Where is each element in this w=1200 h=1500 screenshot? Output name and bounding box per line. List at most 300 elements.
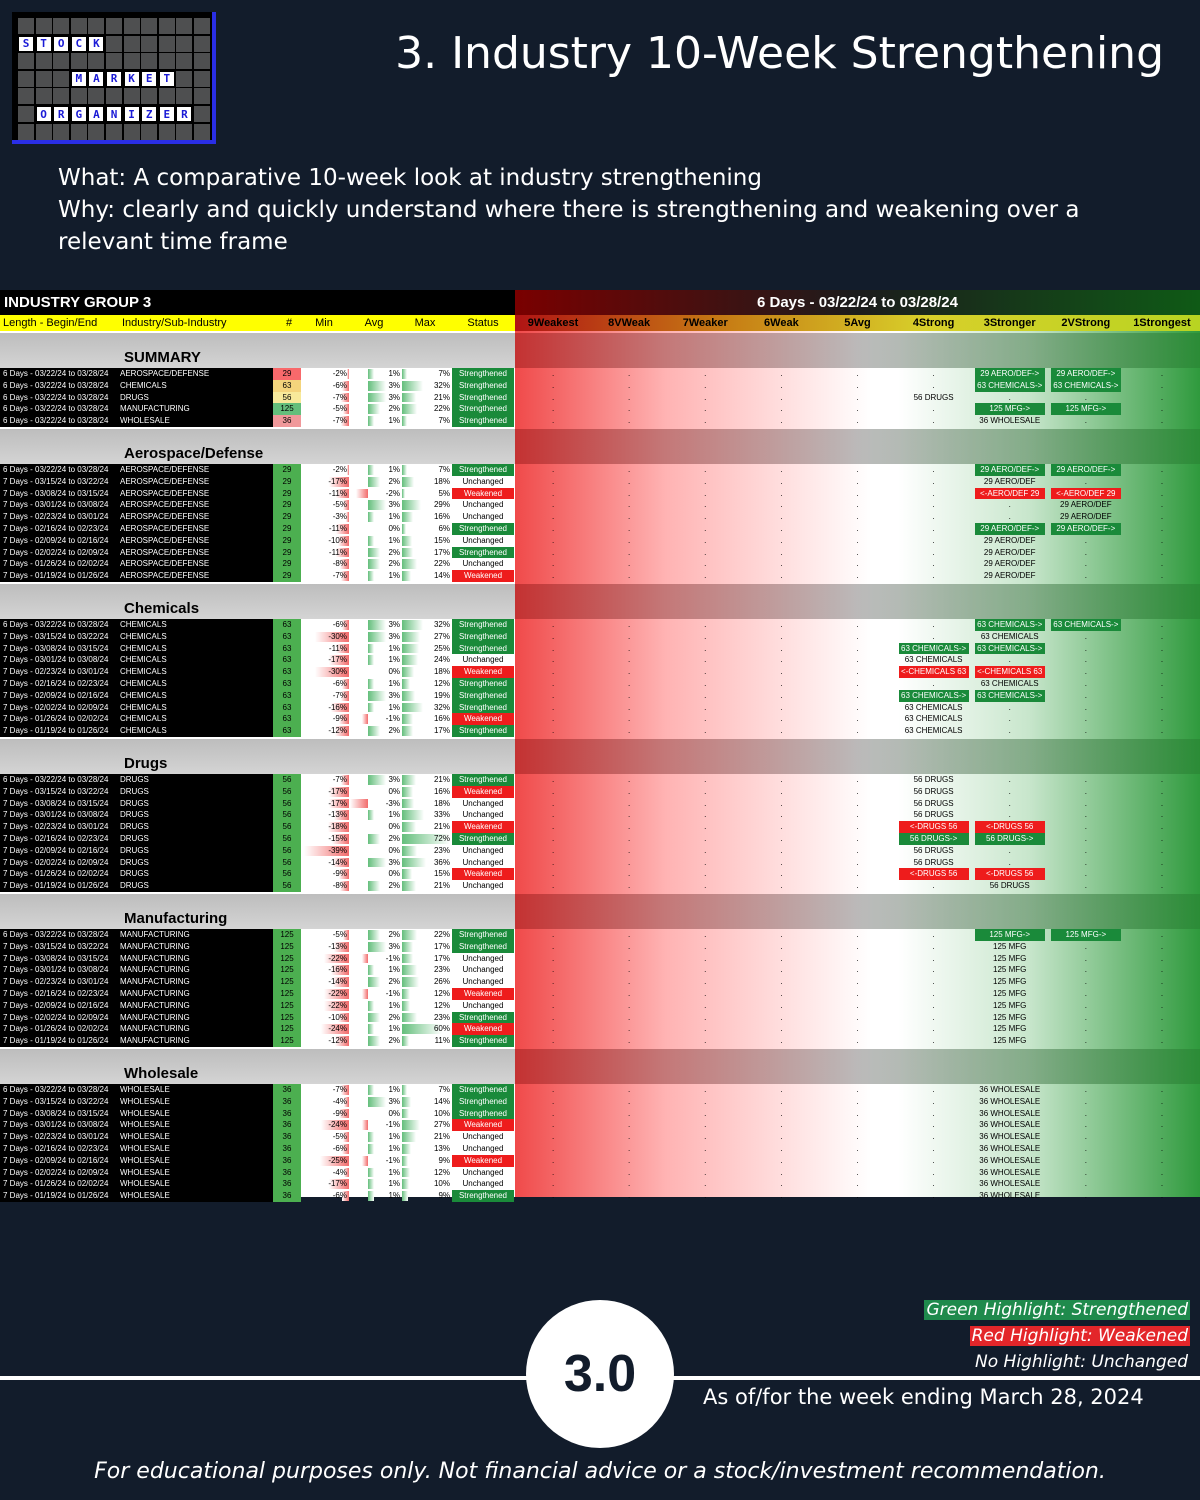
tier-cell: . — [1160, 404, 1164, 414]
tier-cell: . — [1084, 1012, 1087, 1022]
row-industry-cell: DRUGS — [120, 798, 273, 810]
row-industry-cell: AEROSPACE/DEFENSE — [120, 464, 273, 476]
logo-tile — [18, 53, 34, 69]
tier-cell: . — [856, 392, 859, 402]
tier-cell: . — [780, 1085, 783, 1094]
tier-cell: . — [704, 1179, 707, 1189]
tier-cell: . — [551, 810, 555, 820]
tier-cell: . — [628, 1191, 631, 1201]
row-min-cell: -6% — [332, 620, 347, 629]
row-min-cell: -2% — [332, 465, 347, 474]
row-avg-cell: 3% — [388, 631, 400, 641]
tier-cell: . — [780, 500, 783, 510]
row-min-cell: -22% — [328, 953, 347, 963]
tier-cell: . — [704, 989, 707, 998]
row-min-cell: -7% — [332, 571, 347, 581]
tier-cell: . — [1160, 571, 1164, 581]
row-min-cell: -24% — [328, 1120, 347, 1130]
row-count-cell: 125 — [273, 1012, 301, 1024]
row-avg-cell: 2% — [388, 930, 400, 939]
row-avg-cell: 1% — [388, 571, 400, 581]
tier-cell: . — [704, 845, 707, 855]
row-length-cell: 7 Days - 02/09/24 to 02/16/24 — [0, 535, 120, 547]
section-band — [0, 333, 515, 368]
row-min-cell: -18% — [328, 822, 347, 832]
row-min-cell: -22% — [328, 1000, 347, 1010]
row-avg-cell: 2% — [388, 404, 400, 414]
row-status-cell: Strengthened — [452, 702, 514, 714]
tier-cell: . — [551, 965, 555, 975]
tier-cell: . — [704, 1012, 707, 1022]
row-industry-cell: AEROSPACE/DEFENSE — [120, 570, 273, 582]
row-max-cell: 17% — [433, 953, 450, 963]
row-min-cell: -16% — [328, 965, 347, 975]
tier-cell: . — [551, 822, 555, 832]
row-status-cell: Unchanged — [452, 964, 514, 976]
row-max-cell: 18% — [433, 798, 450, 808]
tier-cell: 36 WHOLESALE — [979, 1120, 1041, 1130]
tier-cell: . — [628, 857, 631, 867]
tier-cell: . — [704, 380, 707, 390]
row-count-cell: 56 — [273, 774, 301, 786]
row-count-cell: 29 — [273, 499, 301, 511]
row-industry-cell: CHEMICALS — [120, 690, 273, 702]
tier-cell: . — [856, 965, 859, 975]
logo-tile — [18, 88, 34, 104]
row-status-cell: Strengthened — [452, 1012, 514, 1024]
row-length-cell: 7 Days - 02/02/24 to 02/09/24 — [0, 547, 120, 559]
tier-cell: . — [628, 1144, 631, 1153]
row-max-cell: 15% — [433, 869, 450, 879]
tier-cell: . — [932, 547, 935, 557]
row-length-cell: 7 Days - 01/19/24 to 01/26/24 — [0, 725, 120, 737]
tier-cell: 36 WHOLESALE — [979, 1108, 1041, 1118]
row-industry-cell: WHOLESALE — [120, 1190, 273, 1202]
tier-cell: . — [856, 369, 859, 378]
tier-cell: . — [1160, 1085, 1164, 1094]
tier-cell: . — [1084, 775, 1087, 784]
row-max-cell: 32% — [433, 380, 450, 390]
tier-cell: . — [628, 571, 631, 581]
row-industry-cell: WHOLESALE — [120, 1167, 273, 1179]
tier-cell: . — [1084, 977, 1087, 987]
tier-cell: . — [856, 953, 859, 963]
tier-cell: . — [1084, 845, 1087, 855]
row-count-cell: 29 — [273, 488, 301, 500]
tier-cell: 125 MFG — [993, 965, 1027, 975]
row-length-cell: 7 Days - 03/01/24 to 03/08/24 — [0, 809, 120, 821]
tier-cell: . — [1160, 559, 1164, 569]
tier-cell: . — [628, 512, 631, 522]
row-status-cell: Unchanged — [452, 1167, 514, 1179]
row-min-cell: -39% — [328, 845, 347, 855]
row-industry-cell: MANUFACTURING — [120, 1023, 273, 1035]
tier-cell: 29 AERO/DEF-> — [1051, 368, 1121, 380]
tier-cell: . — [1160, 726, 1164, 736]
row-count-cell: 125 — [273, 976, 301, 988]
tier-cell: . — [628, 500, 631, 510]
row-min-cell: -9% — [332, 869, 347, 879]
tier-cell: . — [780, 881, 783, 891]
tier-cell: . — [856, 655, 859, 665]
row-avg-cell: 3% — [388, 690, 400, 700]
tier-cell: . — [780, 798, 783, 808]
logo-letter-tile: E — [141, 71, 157, 87]
logo-tile — [124, 18, 140, 34]
tier-cell: . — [704, 1096, 707, 1106]
row-length-cell: 7 Days - 02/09/24 to 02/16/24 — [0, 1000, 120, 1012]
tier-cell: . — [628, 965, 631, 975]
tier-cell: . — [780, 1191, 783, 1201]
tier-cell: . — [780, 857, 783, 867]
tier-cell: . — [856, 1179, 859, 1189]
tier-cell: . — [628, 476, 631, 486]
tier-cell: . — [1160, 881, 1164, 891]
row-avg-cell: 3% — [388, 620, 400, 629]
tier-cell: . — [628, 488, 631, 498]
tier-cell: . — [1160, 465, 1164, 474]
tier-cell: . — [1084, 1024, 1087, 1034]
row-avg-cell: 1% — [388, 655, 400, 665]
tier-cell: . — [704, 620, 707, 629]
row-industry-cell: WHOLESALE — [120, 1084, 273, 1096]
tier-cell: . — [628, 1000, 631, 1010]
row-industry-cell: MANUFACTURING — [120, 953, 273, 965]
tier-cell: 63 CHEMICALS-> — [975, 619, 1045, 631]
row-count-cell: 29 — [273, 523, 301, 535]
tier-cell: . — [1160, 1191, 1164, 1201]
tier-cell: . — [704, 1144, 707, 1153]
tier-cell: . — [780, 404, 783, 414]
row-min-cell: -8% — [332, 881, 347, 891]
tier-cell: . — [856, 977, 859, 987]
row-max-cell: 9% — [438, 1155, 450, 1165]
row-length-cell: 7 Days - 03/08/24 to 03/15/24 — [0, 488, 120, 500]
row-avg-cell: 1% — [388, 535, 400, 545]
tier-cell: . — [551, 535, 555, 545]
tier-cell: . — [628, 941, 631, 951]
tier-cell: . — [551, 1155, 555, 1165]
tier-cell: . — [856, 1085, 859, 1094]
tier-cell: . — [1160, 1036, 1164, 1046]
row-count-cell: 29 — [273, 511, 301, 523]
row-length-cell: 6 Days - 03/22/24 to 03/28/24 — [0, 368, 120, 380]
tier-cell: . — [856, 1132, 859, 1142]
logo-tile — [141, 18, 157, 34]
tier-cell: . — [932, 524, 935, 533]
row-avg-cell: 0% — [388, 869, 400, 879]
row-avg-cell: 3% — [388, 941, 400, 951]
tier-cell: . — [1084, 655, 1087, 665]
tier-cell: . — [628, 1085, 631, 1094]
tier-cell: . — [1084, 857, 1087, 867]
row-industry-cell: DRUGS — [120, 774, 273, 786]
tier-cell: <-DRUGS 56 — [975, 821, 1045, 833]
tier-cell: . — [1160, 1120, 1164, 1130]
row-avg-cell: 1% — [388, 465, 400, 474]
tier-cell: . — [1160, 941, 1164, 951]
logo-tile — [71, 18, 87, 34]
tier-cell: . — [856, 512, 859, 522]
tier-cell: 125 MFG-> — [975, 403, 1045, 415]
tier-cell: . — [704, 953, 707, 963]
row-industry-cell: DRUGS — [120, 845, 273, 857]
tier-cell: . — [1008, 810, 1011, 820]
tier-cell: . — [932, 1012, 935, 1022]
row-min-cell: -5% — [332, 500, 347, 510]
row-count-cell: 125 — [273, 1023, 301, 1035]
tier-cell: . — [628, 1167, 631, 1177]
tier-cell: . — [1160, 535, 1164, 545]
row-status-cell: Weakened — [452, 666, 514, 678]
tier-cell: 36 WHOLESALE — [979, 1144, 1041, 1153]
row-status-cell: Unchanged — [452, 798, 514, 810]
tier-cell: 36 WHOLESALE — [979, 1155, 1041, 1165]
row-length-cell: 7 Days - 03/08/24 to 03/15/24 — [0, 798, 120, 810]
section-band — [0, 584, 515, 619]
tier-cell: . — [551, 643, 555, 653]
tier-cell: 56 DRUGS — [913, 857, 954, 867]
tier-header-3stronger: 3Stronger — [983, 317, 1036, 329]
tier-cell: . — [704, 667, 707, 677]
tier-cell: . — [628, 690, 631, 700]
logo-tile — [194, 88, 210, 104]
tier-cell: . — [628, 1012, 631, 1022]
logo-tile — [88, 18, 104, 34]
tier-cell: . — [932, 953, 935, 963]
tier-cell: 63 CHEMICALS — [904, 726, 963, 736]
tier-cell: . — [628, 977, 631, 987]
row-status-cell: Unchanged — [452, 880, 514, 892]
row-count-cell: 125 — [273, 988, 301, 1000]
tier-cell: . — [856, 822, 859, 832]
row-count-cell: 36 — [273, 1143, 301, 1155]
row-count-cell: 63 — [273, 713, 301, 725]
tier-cell: . — [1160, 822, 1164, 832]
tier-cell: . — [551, 714, 555, 724]
row-count-cell: 56 — [273, 880, 301, 892]
row-avg-cell: 1% — [388, 679, 400, 688]
row-industry-cell: CHEMICALS — [120, 619, 273, 631]
tier-cell: . — [1084, 416, 1087, 426]
logo-letter-tile: T — [36, 36, 52, 52]
row-status-cell: Unchanged — [452, 535, 514, 547]
section-title: Manufacturing — [124, 910, 228, 927]
intro-text — [58, 162, 1158, 258]
tier-cell: . — [551, 857, 555, 867]
row-count-cell: 125 — [273, 964, 301, 976]
intro-what: What: A comparative 10-week look at industry strengthening — [58, 165, 762, 191]
row-count-cell: 29 — [273, 558, 301, 570]
tier-cell: 29 AERO/DEF-> — [975, 368, 1045, 380]
row-max-cell: 32% — [433, 702, 450, 712]
logo-tile — [141, 53, 157, 69]
tier-cell: . — [856, 643, 859, 653]
tier-cell: 125 MFG-> — [1051, 403, 1121, 415]
logo-tile — [141, 36, 157, 52]
tier-cell: . — [856, 631, 859, 641]
tier-cell: . — [1084, 1167, 1087, 1177]
tier-cell: . — [628, 655, 631, 665]
tier-cell: . — [856, 857, 859, 867]
tier-cell: . — [704, 655, 707, 665]
tier-cell: 63 CHEMICALS-> — [899, 643, 969, 655]
logo-tile — [194, 124, 210, 140]
tier-cell: . — [932, 1024, 935, 1034]
row-count-cell: 125 — [273, 1035, 301, 1047]
logo-tile — [106, 53, 122, 69]
row-industry-cell: MANUFACTURING — [120, 976, 273, 988]
tier-cell: . — [704, 1155, 707, 1165]
tier-cell: . — [932, 631, 935, 641]
tier-cell: . — [704, 524, 707, 533]
tier-cell: 63 CHEMICALS — [980, 631, 1039, 641]
row-count-cell: 36 — [273, 1155, 301, 1167]
tier-cell: . — [704, 930, 707, 939]
row-length-cell: 7 Days - 02/23/24 to 03/01/24 — [0, 821, 120, 833]
row-industry-cell: WHOLESALE — [120, 1178, 273, 1190]
logo-tile — [141, 124, 157, 140]
row-length-cell: 7 Days - 01/26/24 to 02/02/24 — [0, 713, 120, 725]
row-industry-cell: CHEMICALS — [120, 654, 273, 666]
tier-cell: . — [780, 702, 783, 712]
row-status-cell: Unchanged — [452, 1178, 514, 1190]
tier-cell: . — [780, 869, 783, 879]
tier-cell: . — [704, 690, 707, 700]
row-length-cell: 7 Days - 03/01/24 to 03/08/24 — [0, 654, 120, 666]
row-min-cell: -30% — [328, 631, 347, 641]
row-avg-cell: 2% — [388, 834, 400, 843]
row-length-cell: 7 Days - 01/19/24 to 01/26/24 — [0, 1190, 120, 1202]
row-max-cell: 72% — [433, 834, 450, 843]
row-count-cell: 36 — [273, 1084, 301, 1096]
tier-cell: . — [932, 1144, 935, 1153]
tier-cell: . — [628, 845, 631, 855]
row-status-cell: Unchanged — [452, 809, 514, 821]
row-count-cell: 125 — [273, 403, 301, 415]
tier-cell: . — [628, 786, 631, 796]
tier-cell: . — [856, 465, 859, 474]
row-length-cell: 6 Days - 03/22/24 to 03/28/24 — [0, 774, 120, 786]
tier-cell: . — [1084, 476, 1087, 486]
section-title: Drugs — [124, 755, 168, 772]
row-min-cell: -7% — [332, 416, 347, 426]
row-industry-cell: WHOLESALE — [120, 1108, 273, 1120]
tier-cell: . — [856, 941, 859, 951]
row-length-cell: 7 Days - 03/15/24 to 03/22/24 — [0, 476, 120, 488]
logo-tile — [159, 53, 175, 69]
row-max-cell: 21% — [433, 392, 450, 402]
row-max-cell: 17% — [433, 726, 450, 736]
row-status-cell: Strengthened — [452, 774, 514, 786]
tier-cell: . — [1160, 631, 1164, 641]
tier-cell: 125 MFG — [993, 1036, 1027, 1046]
legend-green: Green Highlight: Strengthened — [926, 1300, 1188, 1320]
row-status-cell: Strengthened — [452, 1190, 514, 1202]
tier-cell: . — [780, 571, 783, 581]
tier-cell: . — [704, 476, 707, 486]
tier-cell: 56 DRUGS — [913, 775, 954, 784]
row-status-cell: Strengthened — [452, 631, 514, 643]
tier-cell: . — [704, 631, 707, 641]
logo-tile — [88, 88, 104, 104]
section-title: Wholesale — [124, 1065, 199, 1082]
row-length-cell: 6 Days - 03/22/24 to 03/28/24 — [0, 403, 120, 415]
tier-cell: 63 CHEMICALS — [904, 702, 963, 712]
row-min-cell: -6% — [332, 1144, 347, 1153]
tier-cell: . — [1084, 989, 1087, 998]
tier-cell: . — [628, 404, 631, 414]
row-min-cell: -13% — [328, 810, 347, 820]
tier-cell: . — [1160, 977, 1164, 987]
tier-cell: . — [856, 881, 859, 891]
row-max-cell: 21% — [433, 775, 450, 784]
row-status-cell: Weakened — [452, 988, 514, 1000]
row-min-cell: -17% — [328, 786, 347, 796]
tier-cell: . — [628, 726, 631, 736]
tier-cell: . — [551, 1120, 555, 1130]
logo-tile — [36, 53, 52, 69]
tier-cell: . — [932, 881, 935, 891]
row-avg-cell: 1% — [388, 1085, 400, 1094]
tier-cell: . — [1084, 798, 1087, 808]
row-count-cell: 63 — [273, 380, 301, 392]
row-industry-cell: MANUFACTURING — [120, 941, 273, 953]
tier-cell: 63 CHEMICALS-> — [1051, 380, 1121, 392]
tier-cell: . — [1084, 667, 1087, 677]
tier-cell: . — [932, 1120, 935, 1130]
tier-cell: 56 DRUGS — [913, 786, 954, 796]
tier-cell: . — [704, 965, 707, 975]
tier-cell: . — [780, 643, 783, 653]
row-min-cell: -13% — [328, 941, 347, 951]
row-min-cell: -11% — [328, 547, 347, 557]
row-industry-cell: AEROSPACE/DEFENSE — [120, 499, 273, 511]
row-length-cell: 7 Days - 02/23/24 to 03/01/24 — [0, 976, 120, 988]
row-length-cell: 7 Days - 03/15/24 to 03/22/24 — [0, 631, 120, 643]
row-count-cell: 56 — [273, 857, 301, 869]
column-header-1: Industry/Sub-Industry — [122, 317, 227, 329]
tier-cell: . — [551, 476, 555, 486]
tier-cell: . — [856, 500, 859, 510]
row-length-cell: 6 Days - 03/22/24 to 03/28/24 — [0, 619, 120, 631]
row-length-cell: 7 Days - 02/02/24 to 02/09/24 — [0, 702, 120, 714]
tier-cell: . — [628, 1108, 631, 1118]
row-length-cell: 6 Days - 03/22/24 to 03/28/24 — [0, 464, 120, 476]
tier-cell: . — [856, 930, 859, 939]
tier-cell: . — [856, 1012, 859, 1022]
tier-cell: . — [1008, 702, 1011, 712]
row-min-cell: -7% — [332, 392, 347, 402]
tier-header-5avg: 5Avg — [844, 317, 871, 329]
tier-cell: . — [551, 930, 555, 939]
row-count-cell: 56 — [273, 809, 301, 821]
logo-tile — [176, 36, 192, 52]
column-header-4: Avg — [364, 317, 384, 329]
tier-cell: . — [628, 1155, 631, 1165]
row-count-cell: 36 — [273, 415, 301, 427]
tier-cell: . — [780, 1167, 783, 1177]
row-min-cell: -15% — [328, 834, 347, 843]
tier-cell: . — [1160, 786, 1164, 796]
tier-cell: . — [932, 1085, 935, 1094]
row-min-cell: -24% — [328, 1024, 347, 1034]
row-max-cell: 6% — [438, 524, 450, 533]
logo-tile — [36, 124, 52, 140]
tier-cell: . — [780, 822, 783, 832]
tier-cell: . — [628, 930, 631, 939]
row-count-cell: 63 — [273, 631, 301, 643]
